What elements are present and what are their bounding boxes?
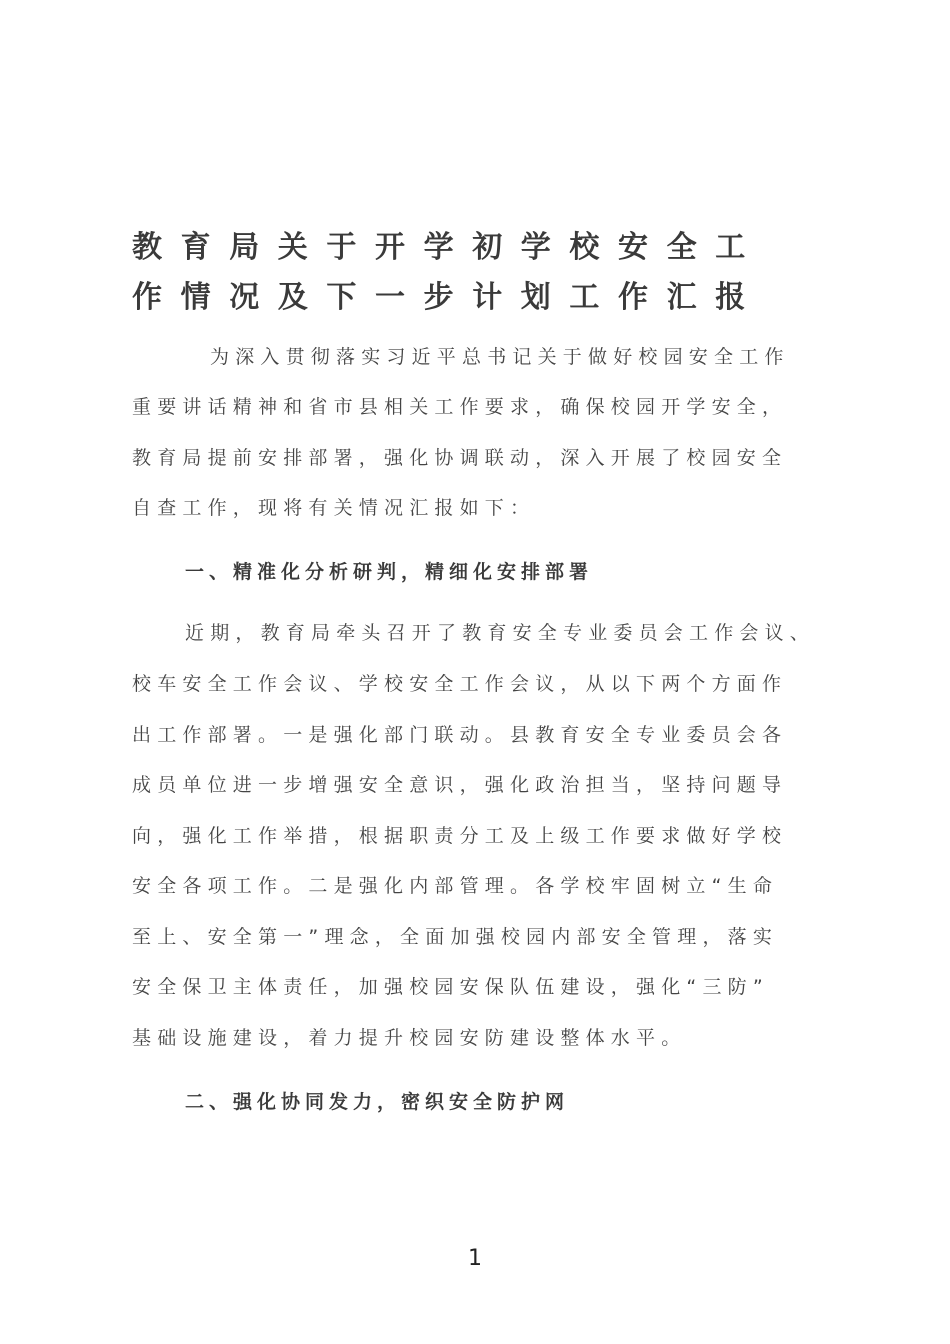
intro-line-1: 为深入贯彻落实习近平总书记关于做好校园安全工作: [210, 346, 790, 368]
section-1-line-8: 安全保卫主体责任，加强校园安保队伍建设，强化“三防”: [132, 976, 769, 998]
section-1-line-3: 出工作部署。一是强化部门联动。县教育安全专业委员会各: [132, 724, 788, 746]
intro-line-2: 重要讲话精神和省市县相关工作要求，确保校园开学安全，: [132, 396, 788, 418]
section-1-line-1: 近期，教育局牵头召开了教育安全专业委员会工作会议、: [185, 622, 816, 644]
section-1-heading: 一、精准化分析研判，精细化安排部署: [185, 561, 594, 583]
section-1-line-2: 校车安全工作会议、学校安全工作会议，从以下两个方面作: [132, 673, 788, 695]
section-2-heading: 二、强化协同发力，密织安全防护网: [185, 1091, 570, 1113]
section-1-line-4: 成员单位进一步增强安全意识，强化政治担当，坚持问题导: [132, 774, 788, 796]
intro-line-4: 自查工作，现将有关情况汇报如下：: [132, 497, 536, 519]
section-1-line-7: 至上、安全第一”理念，全面加强校园内部安全管理，落实: [132, 926, 779, 948]
page-number: 1: [468, 1246, 482, 1271]
title-line-2: 作情况及下一步计划工作汇报: [132, 280, 764, 315]
section-1-line-6: 安全各项工作。二是强化内部管理。各学校牢固树立“生命: [132, 875, 779, 897]
section-1-line-5: 向，强化工作举措，根据职责分工及上级工作要求做好学校: [132, 825, 788, 847]
section-1-line-9: 基础设施建设，着力提升校园安防建设整体水平。: [132, 1027, 687, 1049]
title-line-1: 教育局关于开学初学校安全工: [132, 230, 764, 265]
intro-line-3: 教育局提前安排部署，强化协调联动，深入开展了校园安全: [132, 447, 788, 469]
